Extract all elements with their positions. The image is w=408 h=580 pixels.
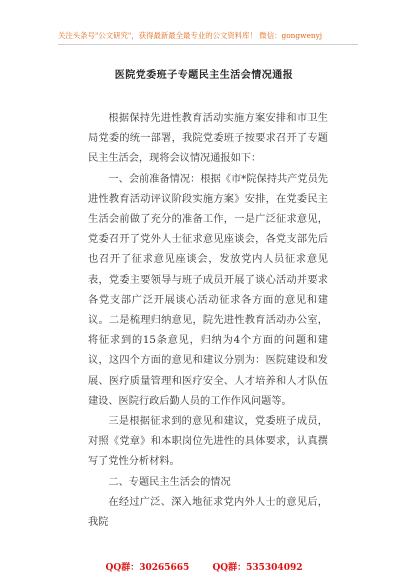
- paragraph: 根据保持先进性教育活动实施方案安排和市卫生局党委的统一部署，我院党委班子按要求召开了专题民主生活会，现将会议情况通报如下：: [88, 113, 328, 165]
- section-heading: 二、专题民主生活会的情况: [108, 476, 231, 488]
- document-body: [88, 109, 328, 533]
- header-notice: 关注头条号"公文研究"，获得最新最全最专业的公文资料库！ 微信：gongwenyj: [58, 31, 323, 40]
- footer-qq-group-2: QQ群：535304092: [212, 563, 303, 573]
- paragraph: 一、会前准备情况：根据《市*院保持共产党员先进性教育活动评议阶段实施方案》安排，在党委民主生活会前做了充分的准备工作，一是广泛征求意见，党委召开了党外人士征求意见座谈会，各党支部先后也召开了征求意见座谈会，发放党内人员征求意见表，党委主要领导与班子成员开展了谈心活动并要求各党支部广泛开展谈心活动征求各方面的意见和建议。二是梳理归纳意见，院先进性教育活动办公室，将征求到的15条意见，归纳为4个方面的问题和建议，这四个方面的意见和建议分别为：医院建设和发展、医疗质量管理和医疗安全、人才培养和人才队伍建设、医院行政后勤人员的工作作风问题等。: [88, 173, 328, 407]
- footer-contacts: [0, 560, 408, 573]
- paragraph: 三是根据征求到的意见和建议，党委班子成员，对照《党章》和本职岗位先进性的具体要求，认真撰写了党性分析材料。: [88, 416, 328, 468]
- footer-qq-group-1: QQ群：30265665: [105, 563, 190, 573]
- paragraph: 在经过广泛、深入地征求党内外人士的意见后，我院: [88, 496, 328, 529]
- document-title: 医院党委班子专题民主生活会情况通报: [114, 70, 294, 81]
- header-divider: [58, 44, 358, 45]
